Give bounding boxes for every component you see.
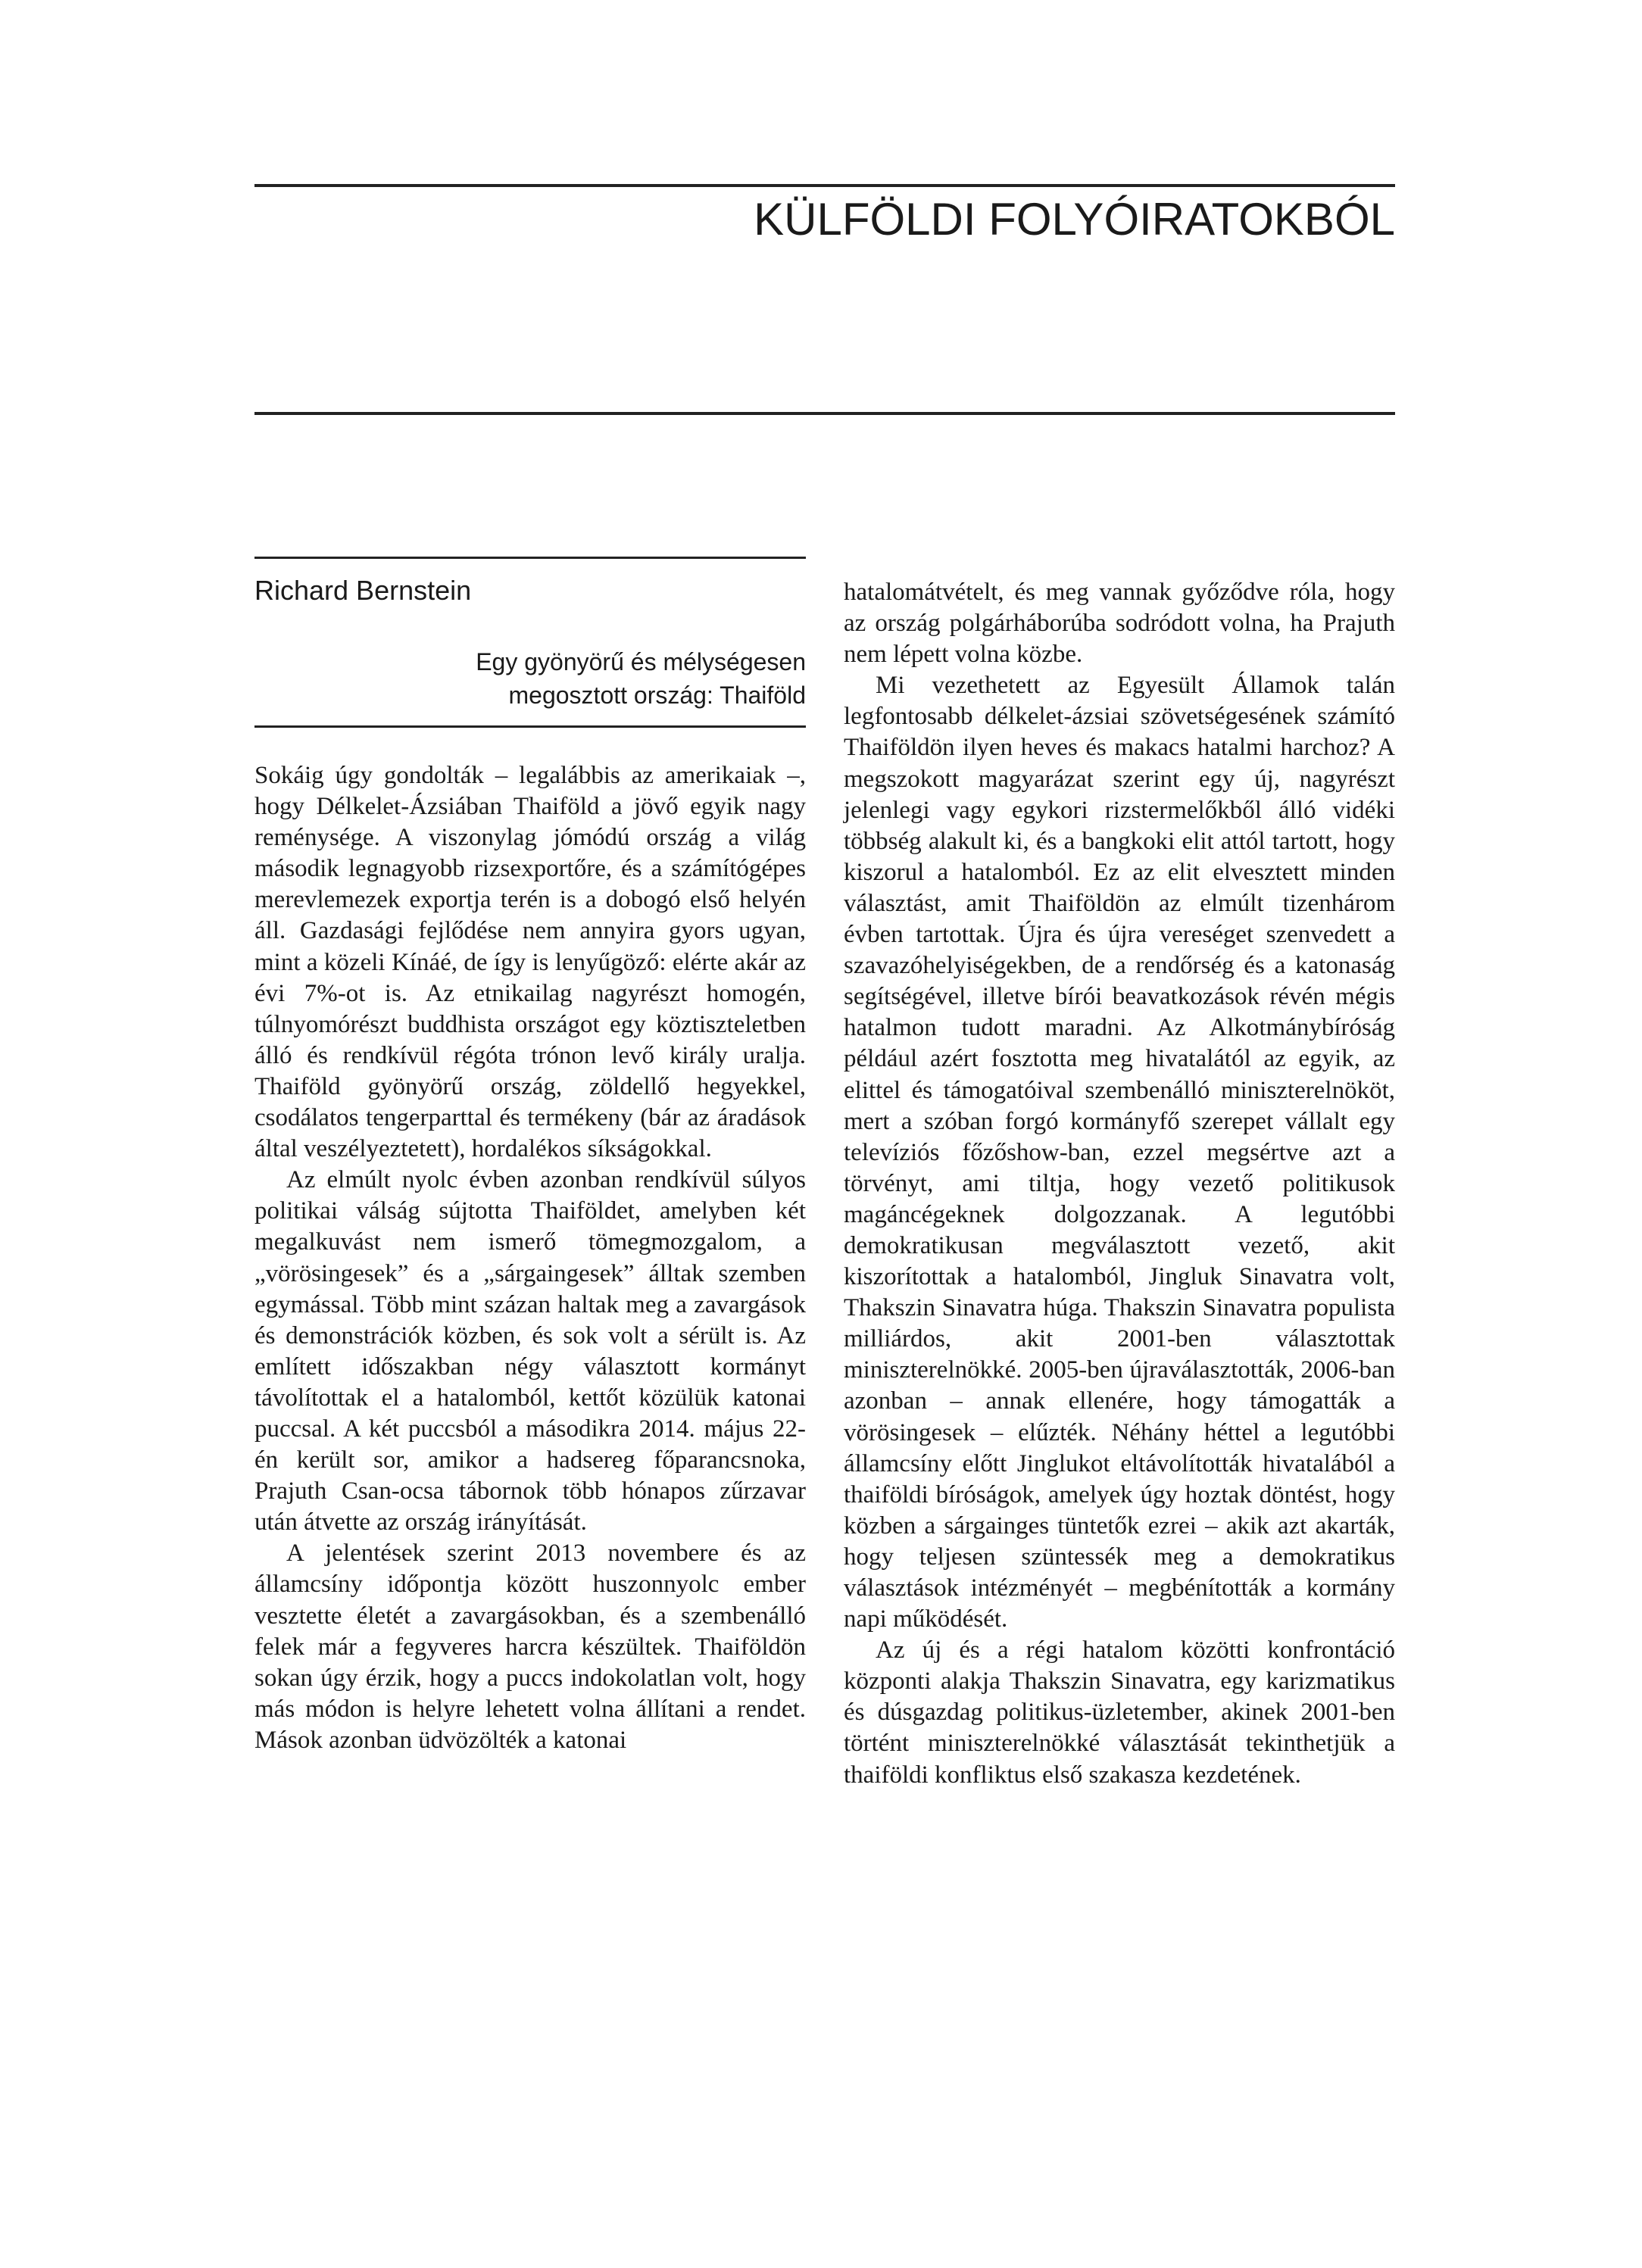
paragraph: Az új és a régi hatalom közötti konfrontáció központi alakja Thakszin Sinavatra, egy karizmatikus és dúsgazdag politikus-üzletember, akinek 2001-ben történt miniszterelnökké választását tekinthetjük a thaiföldi konfliktus első szakasza kezdetének. bbox=[844, 1636, 1395, 1789]
header-top-rule bbox=[254, 184, 1395, 187]
article-author: Richard Bernstein bbox=[254, 575, 472, 606]
title-bottom-rule bbox=[254, 725, 806, 728]
author-top-rule bbox=[254, 557, 806, 559]
paragraph: Az elmúlt nyolc évben azonban rendkívül súlyos politikai válság sújtotta Thaiföldet, amelyben két megalkuvást nem ismerő tömegmozgalom, a „vörösingesek” és a „sárgaingesek” álltak szemben egymással. Több mint százan haltak meg a zavargások és demonstrációk közben, és sok volt a sérült is. Az említett időszakban négy választott kormányt távolítottak el a hatalomból, kettőt közülük katonai puccsal. A két puccsból a másodikra 2014. május 22-én került sor, amikor a hadsereg főparancsnoka, Prajuth Csan-ocsa tábornok több hónapos zűrzavar után átvette az ország irányítását. bbox=[254, 1166, 806, 1536]
header-bottom-rule bbox=[254, 412, 1395, 415]
paragraph: Mi vezethetett az Egyesült Államok talán legfontosabb délkelet-ázsiai szövetségesének számító Thaiföldön ilyen heves és makacs hatalmi harchoz? A megszokott magyarázat szerint egy új, nagyrészt jelenlegi vagy egykori rizstermelőkből álló vidéki többség alakult ki, és a bangkoki elit attól tartott, hogy kiszorul a hatalomból. Ez az elit elvesztett minden választást, amit Thaiföldön az elmúlt tizenhárom évben tartottak. Újra és újra vereséget szenvedett a szavazóhelyiségekben, de a rendőrség és a katonaság segítségével, illetve bírói beavatkozások révén mégis hatalmon tudott maradni. Az Alkotmánybíróság például azért fosztotta meg hivatalától az egyik, az elittel és támogatóival szembenálló miniszterelnököt, mert a szóban forgó kormányfő szerepet vállalt egy televíziós főzőshow-ban, ezzel megsértve azt a törvényt, ami tiltja, hogy vezető politikusok magáncégeknek dolgozzanak. A legutóbbi demokratikusan megválasztott vezető, akit kiszorítottak a hatalomból, Jingluk Sinavatra volt, Thakszin Sinavatra húga. Thakszin Sinavatra populista milliárdos, akit 2001-ben választottak miniszterelnökké. 2005-ben újraválasztották, 2006-ban azonban – annak ellenére, hogy támogatták a vörösingesek – elűzték. Néhány héttel a legutóbbi államcsíny előtt Jinglukot eltávolították hivatalából a thaiföldi bíróságok, amelyek úgy hoztak döntést, hogy közben a sárgainges tüntetők ezrei – akik azt akarták, hogy teljesen szüntessék meg a demokratikus választások intézményét – megbénították a kormány napi működését. bbox=[844, 672, 1395, 1633]
right-column bbox=[844, 577, 1395, 1791]
section-title: KÜLFÖLDI FOLYÓIRATOKBÓL bbox=[754, 194, 1395, 245]
paragraph-continued: hatalomátvételt, és meg vannak győződve róla, hogy az ország polgárháborúba sodródott volna, ha Prajuth nem lépett volna közbe. bbox=[844, 579, 1395, 669]
article-title bbox=[254, 645, 806, 712]
right-body-text bbox=[844, 577, 1395, 1791]
left-body-text bbox=[254, 760, 806, 1756]
article-title-line-2: megosztott ország: Thaiföld bbox=[508, 682, 806, 709]
paragraph: A jelentések szerint 2013 novembere és az államcsíny időpontja között huszonnyolc ember vesztette életét a zavargásokban, és a szembenálló felek már a fegyveres harcra készültek. Thaiföldön sokan úgy érzik, hogy a puccs indokolatlan volt, hogy más módon is helyre lehetett volna állítani a rendet. Mások azonban üdvözölték a katonai bbox=[254, 1540, 806, 1754]
article-title-line-1: Egy gyönyörű és mélységesen bbox=[476, 648, 806, 675]
left-column bbox=[254, 557, 806, 1756]
paragraph: Sokáig úgy gondolták – legalábbis az amerikaiak –, hogy Délkelet-Ázsiában Thaiföld a jövő egyik nagy reménysége. A viszonylag jómódú ország a világ második legnagyobb rizsexportőre, és a számítógépes merevlemezek exportja terén is a dobogó első helyén áll. Gazdasági fejlődése nem annyira gyors ugyan, mint a közeli Kínáé, de így is lenyűgöző: elérte akár az évi 7%-ot is. Az etnikailag nagyrészt homogén, túlnyomórészt buddhista országot egy köztiszteletben álló és rendkívül régóta trónon levő király uralja. Thaiföld gyönyörű ország, zöldellő hegyekkel, csodálatos tengerparttal és termékeny (bár az áradások által veszélyeztetett), hordalékos síkságokkal. bbox=[254, 762, 806, 1163]
